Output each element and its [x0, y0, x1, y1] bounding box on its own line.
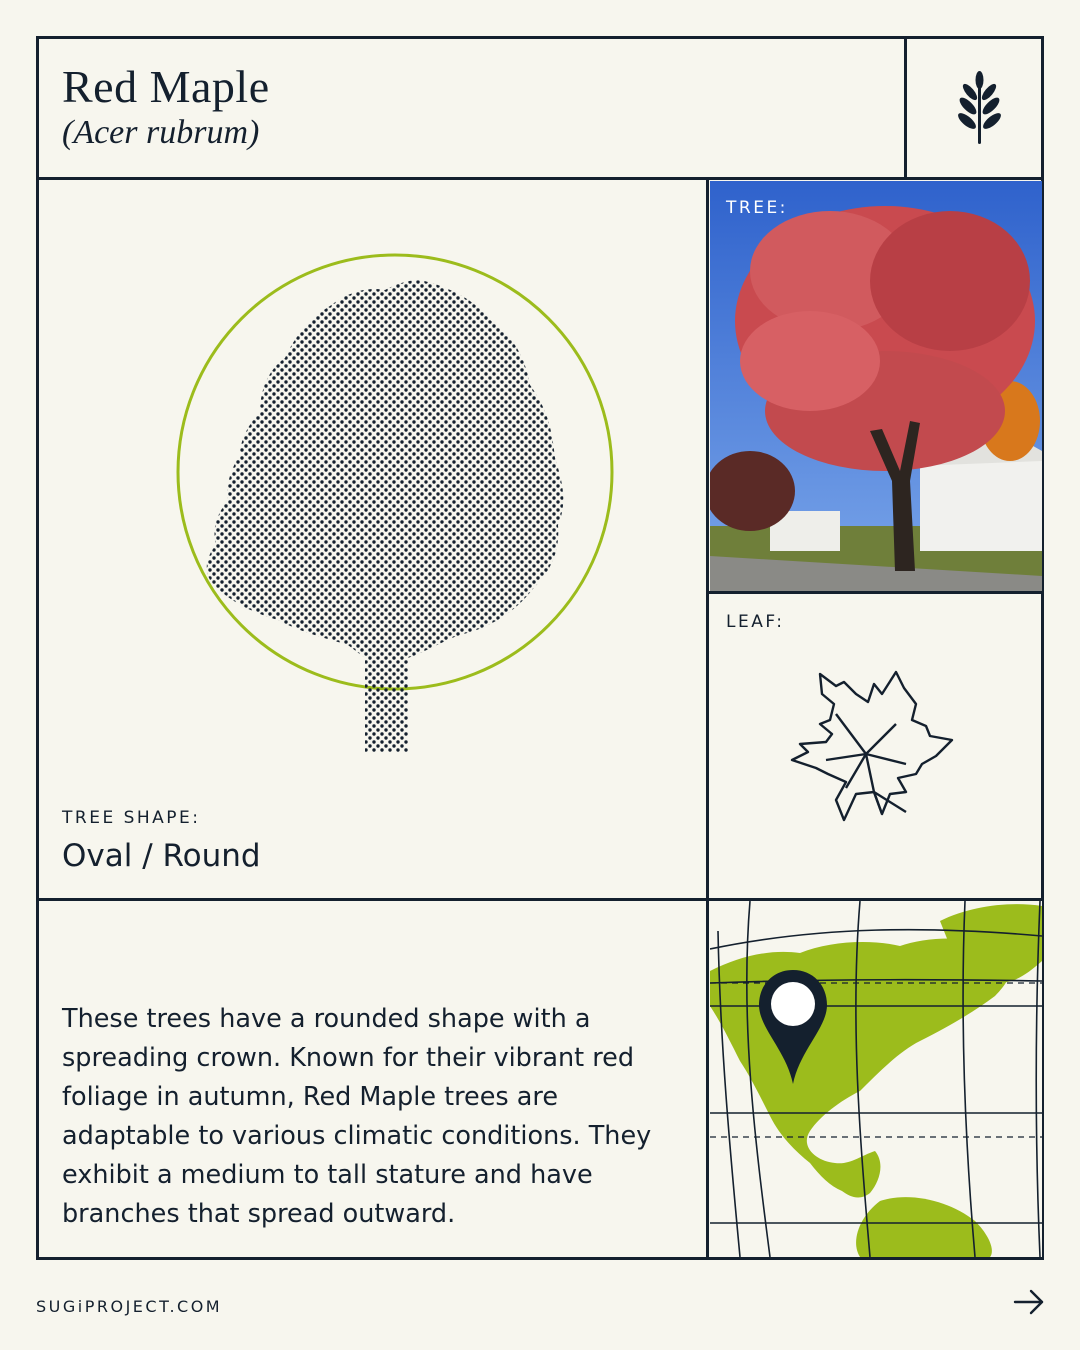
- page-title: Red Maple: [62, 61, 270, 112]
- maple-leaf-icon: [786, 664, 958, 826]
- tree-shape-value: Oval / Round: [62, 838, 261, 874]
- leaf-label: LEAF:: [726, 612, 785, 632]
- location-pin-icon: [756, 968, 830, 1086]
- divider: [36, 177, 1044, 180]
- tree-shape-label: TREE SHAPE:: [62, 808, 201, 828]
- site-link[interactable]: SUGiPROJECT.COM: [36, 1297, 223, 1316]
- divider: [904, 36, 907, 178]
- description-text: These trees have a rounded shape with a spreading crown. Known for their vibrant red foliage in autumn, Red Maple trees are adaptable to various climatic conditions. They exhibit a medium to tall stature and have branches that spread outward.: [62, 1004, 652, 1229]
- tree-photo: [710, 181, 1042, 591]
- arrow-right-icon[interactable]: [1012, 1288, 1046, 1316]
- leaf-sprig-icon: [950, 70, 1010, 150]
- scientific-name: (Acer rubrum): [62, 114, 260, 151]
- tree-photo-label: TREE:: [726, 198, 788, 218]
- divider: [706, 178, 709, 1260]
- tree-silhouette: [207, 280, 564, 752]
- tree-shape-illustration: [160, 240, 630, 770]
- divider: [707, 591, 1044, 594]
